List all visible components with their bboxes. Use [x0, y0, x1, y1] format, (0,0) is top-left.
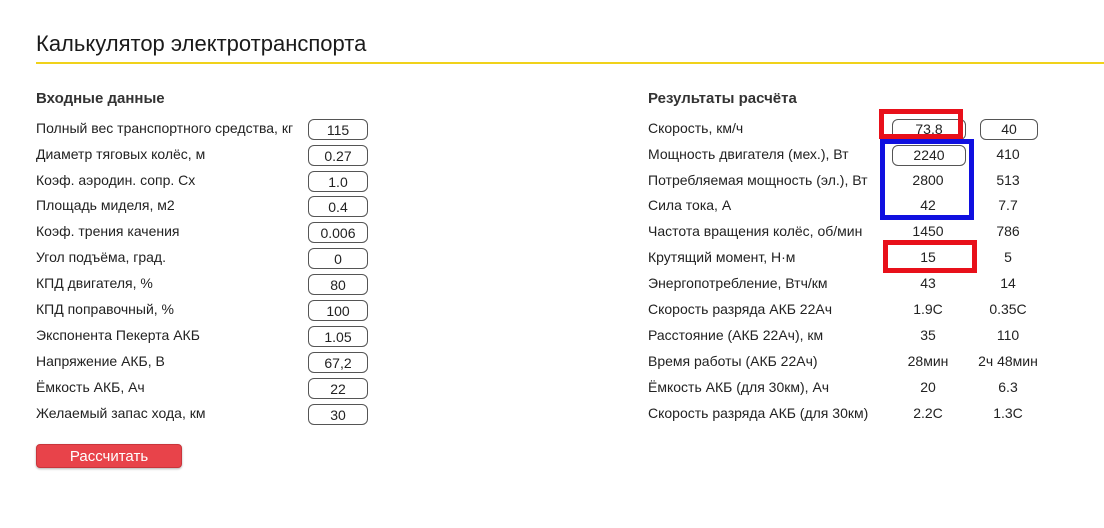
drag-coefficient-input[interactable]	[308, 171, 368, 192]
result-label: Частота вращения колёс, об/мин	[648, 223, 863, 239]
input-label: Угол подъёма, град.	[36, 249, 166, 265]
input-label: КПД двигателя, %	[36, 275, 153, 291]
page-title: Калькулятор электротранспорта	[36, 31, 367, 56]
input-label: Диаметр тяговых колёс, м	[36, 146, 206, 162]
slope-angle-input[interactable]	[308, 248, 368, 269]
result-label: Крутящий момент, Н·м	[648, 249, 796, 265]
result-label: Ёмкость АКБ (для 30км), Ач	[648, 379, 830, 395]
result-label: Скорость, км/ч	[648, 120, 744, 136]
result-value-2: 410	[996, 146, 1020, 162]
result-value-1: 15	[920, 249, 936, 265]
result-row	[648, 404, 1048, 424]
result-row	[648, 145, 1048, 165]
calculate-button[interactable]: Рассчитать	[36, 444, 182, 468]
result-row	[648, 326, 1048, 346]
result-label: Расстояние (АКБ 22Ач), км	[648, 327, 824, 343]
wheel-diameter-input[interactable]	[308, 145, 368, 166]
battery-voltage-input[interactable]	[308, 352, 368, 373]
result-row	[648, 274, 1048, 294]
input-label: Коэф. аэродин. сопр. Cx	[36, 172, 196, 188]
power-current-highlight-box	[880, 139, 974, 220]
result-value-2: 2ч 48мин	[978, 353, 1038, 369]
result-value-1: 2.2C	[913, 405, 943, 421]
battery-capacity-input[interactable]	[308, 378, 368, 399]
result-label: Мощность двигателя (мех.), Вт	[648, 146, 849, 162]
input-label: КПД поправочный, %	[36, 301, 175, 317]
title-divider	[36, 62, 1104, 64]
result-value-2: 513	[996, 172, 1020, 188]
input-label: Полный вес транспортного средства, кг	[36, 120, 294, 136]
result-value-1: 35	[920, 327, 936, 343]
result-value-1: 20	[920, 379, 936, 395]
result-row	[648, 171, 1048, 191]
result-value-2: 5	[1004, 249, 1012, 265]
result-row	[648, 248, 1048, 268]
result-label: Скорость разряда АКБ 22Ач	[648, 301, 833, 317]
rolling-resistance-input[interactable]	[308, 222, 368, 243]
result-value-2: 786	[996, 223, 1020, 239]
result-value-1: 28мин	[907, 353, 949, 369]
results-heading: Результаты расчёта	[648, 90, 797, 107]
result-row	[648, 378, 1048, 398]
input-label: Экспонента Пекерта АКБ	[36, 327, 200, 343]
result-value-2[interactable]: 40	[980, 119, 1038, 140]
vehicle-weight-input[interactable]	[308, 119, 368, 140]
result-value-1[interactable]: 2240	[892, 145, 966, 166]
input-label: Площадь миделя, м2	[36, 197, 175, 213]
input-label: Напряжение АКБ, В	[36, 353, 165, 369]
result-value-2: 7.7	[998, 197, 1018, 213]
result-value-2: 14	[1000, 275, 1016, 291]
result-value-1: 43	[920, 275, 936, 291]
result-value-2: 1.3C	[993, 405, 1023, 421]
result-label: Сила тока, А	[648, 197, 732, 213]
result-label: Потребляемая мощность (эл.), Вт	[648, 172, 868, 188]
result-label: Скорость разряда АКБ (для 30км)	[648, 405, 869, 421]
result-value-1[interactable]: 73.8	[892, 119, 966, 140]
result-row	[648, 119, 1048, 139]
result-label: Время работы (АКБ 22Ач)	[648, 353, 818, 369]
result-value-2: 110	[996, 327, 1020, 343]
peukert-exponent-input[interactable]	[308, 326, 368, 347]
result-row	[648, 196, 1048, 216]
inputs-heading: Входные данные	[36, 90, 165, 107]
result-value-2: 6.3	[998, 379, 1018, 395]
speed-highlight-box	[879, 109, 963, 139]
input-label: Ёмкость АКБ, Ач	[36, 379, 145, 395]
motor-efficiency-input[interactable]	[308, 274, 368, 295]
desired-range-input[interactable]	[308, 404, 368, 425]
torque-highlight-box	[883, 240, 977, 273]
result-value-1: 1.9C	[913, 301, 943, 317]
result-row	[648, 352, 1048, 372]
result-row	[648, 300, 1048, 320]
frontal-area-input[interactable]	[308, 196, 368, 217]
correction-efficiency-input[interactable]	[308, 300, 368, 321]
result-value-1: 2800	[912, 172, 944, 188]
result-value-1: 42	[920, 197, 936, 213]
input-label: Желаемый запас хода, км	[36, 405, 206, 421]
result-row	[648, 222, 1048, 242]
result-label: Энергопотребление, Втч/км	[648, 275, 828, 291]
result-value-1: 1450	[912, 223, 944, 239]
input-label: Коэф. трения качения	[36, 223, 180, 239]
result-value-2: 0.35C	[989, 301, 1027, 317]
